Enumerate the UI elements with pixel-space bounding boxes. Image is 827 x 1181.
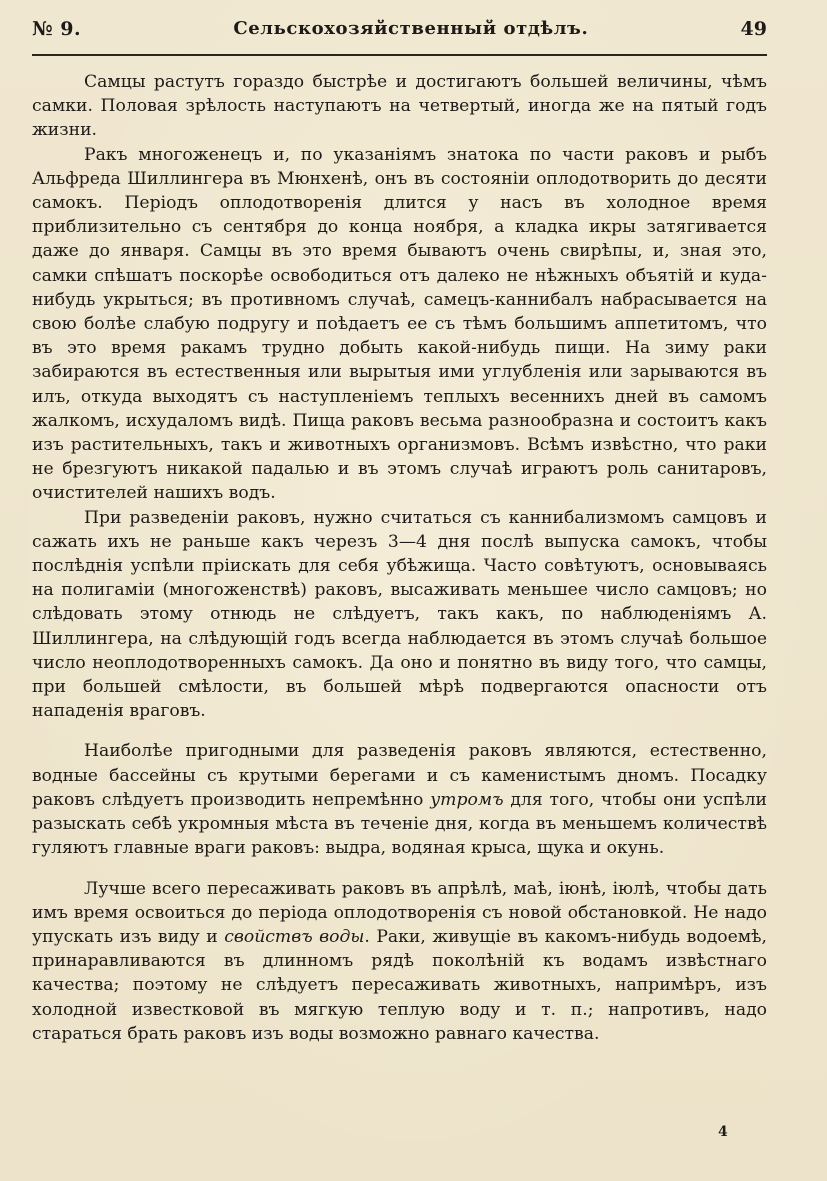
paragraph-3: При разведеніи раковъ, нужно считаться съ каннибализмомъ самцовъ и сажать ихъ не раньше какъ черезъ 3—4 дня послѣ выпуска самокъ, чтобы послѣднія успѣли пріискать для себя убѣжища. Часто совѣтуютъ, основываясь на полигаміи (многоженствѣ) раковъ, высаживать меньшее число самцовъ; но слѣдовать этому отнюдь не слѣдуетъ, такъ какъ, по наблюденіямъ А. Шиллингера, на слѣдующій годъ всегда наблюдается въ этомъ случаѣ большое число неоплодотворенныхъ самокъ. Да оно и понятно въ виду того, что самцы, при большей смѣлости, въ большей мѣрѣ подвергаются опасности отъ нападенія враговъ. — [32, 507, 767, 722]
paragraph-1: Самцы растутъ гораздо быстрѣе и достигаютъ большей величины, чѣмъ самки. Половая зрѣлость наступаютъ на четвертый, иногда же на пятый годъ жизни. — [32, 72, 767, 141]
paragraph-5-emphasis: свойствъ воды — [224, 926, 365, 947]
page-number: 49 — [740, 18, 767, 40]
paragraph-2: Ракъ многоженецъ и, по указаніямъ знатока по части раковъ и рыбъ Альфреда Шиллингера въ Мюнхенѣ, онъ въ состояніи оплодотворить до десяти самокъ. Періодъ оплодотворенія длится у насъ въ холодное время приблизительно съ сентября до конца ноября, а кладка икры затягивается даже до января. Самцы въ это время бываютъ очень свирѣпы, и, зная это, самки спѣшатъ поскорѣе освободиться отъ далеко не нѣжныхъ объятій и куда-нибудь укрыться; въ противномъ случаѣ, самецъ-каннибалъ набрасывается на свою болѣе слабую подругу и поѣдаетъ ее съ тѣмъ большимъ аппетитомъ, что въ это время ракамъ трудно добыть какой-нибудь пищи. На зиму раки забираются въ естественныя или вырытыя ими углубленія или зарываются въ илъ, откуда выходятъ съ наступленіемъ теплыхъ весеннихъ дней въ самомъ жалкомъ, исхудаломъ видѣ. Пища раковъ весьма разнообразна и состоитъ какъ изъ растительныхъ, такъ и животныхъ организмовъ. Всѣмъ извѣстно, что раки не брезгуютъ никакой падалью и въ этомъ случаѣ играютъ роль санитаровъ, очистителей нашихъ водъ. — [32, 144, 767, 504]
paragraph-4-text-after: для того, чтобы они успѣли разыскать себѣ укромныя мѣста въ теченіе дня, когда въ меньшемъ количествѣ гуляютъ главные враги раковъ: выдра, водяная крыса, щука и окунь. — [32, 789, 767, 859]
paragraph-4-emphasis: утромъ — [430, 789, 504, 810]
running-header — [32, 18, 767, 56]
paragraph-5 — [32, 877, 767, 1046]
section-title: Сельскохозяйственный отдѣлъ. — [233, 18, 589, 39]
signature-mark: 4 — [718, 1124, 728, 1140]
paragraph-5-text-after: . Раки, живущіе въ какомъ-нибудь водоемѣ, принаравливаются въ длинномъ рядѣ поколѣній къ водамъ извѣстнаго качества; поэтому не слѣдуетъ пересаживать животныхъ, напримѣръ, изъ холодной известковой въ мягкую теплую воду и т. п.; напротивъ, надо стараться брать раковъ изъ воды возможно равнаго качества. — [32, 926, 767, 1044]
issue-number: № 9. — [32, 18, 82, 40]
paragraph-4-text-before: Наиболѣе пригодными для разведенія раковъ являются, естественно, водные бассейны съ крутыми берегами и съ каменистымъ дномъ. Посадку раковъ слѣдуетъ производить непремѣнно — [32, 741, 767, 810]
paragraph-4 — [32, 739, 767, 860]
paragraph-5-text-before: Лучше всего пересаживать раковъ въ апрѣлѣ, маѣ, іюнѣ, іюлѣ, чтобы дать имъ время освоиться до періода оплодотворенія съ новой обстановкой. Не надо упускать изъ виду и — [32, 878, 767, 947]
article-body — [32, 70, 767, 1046]
